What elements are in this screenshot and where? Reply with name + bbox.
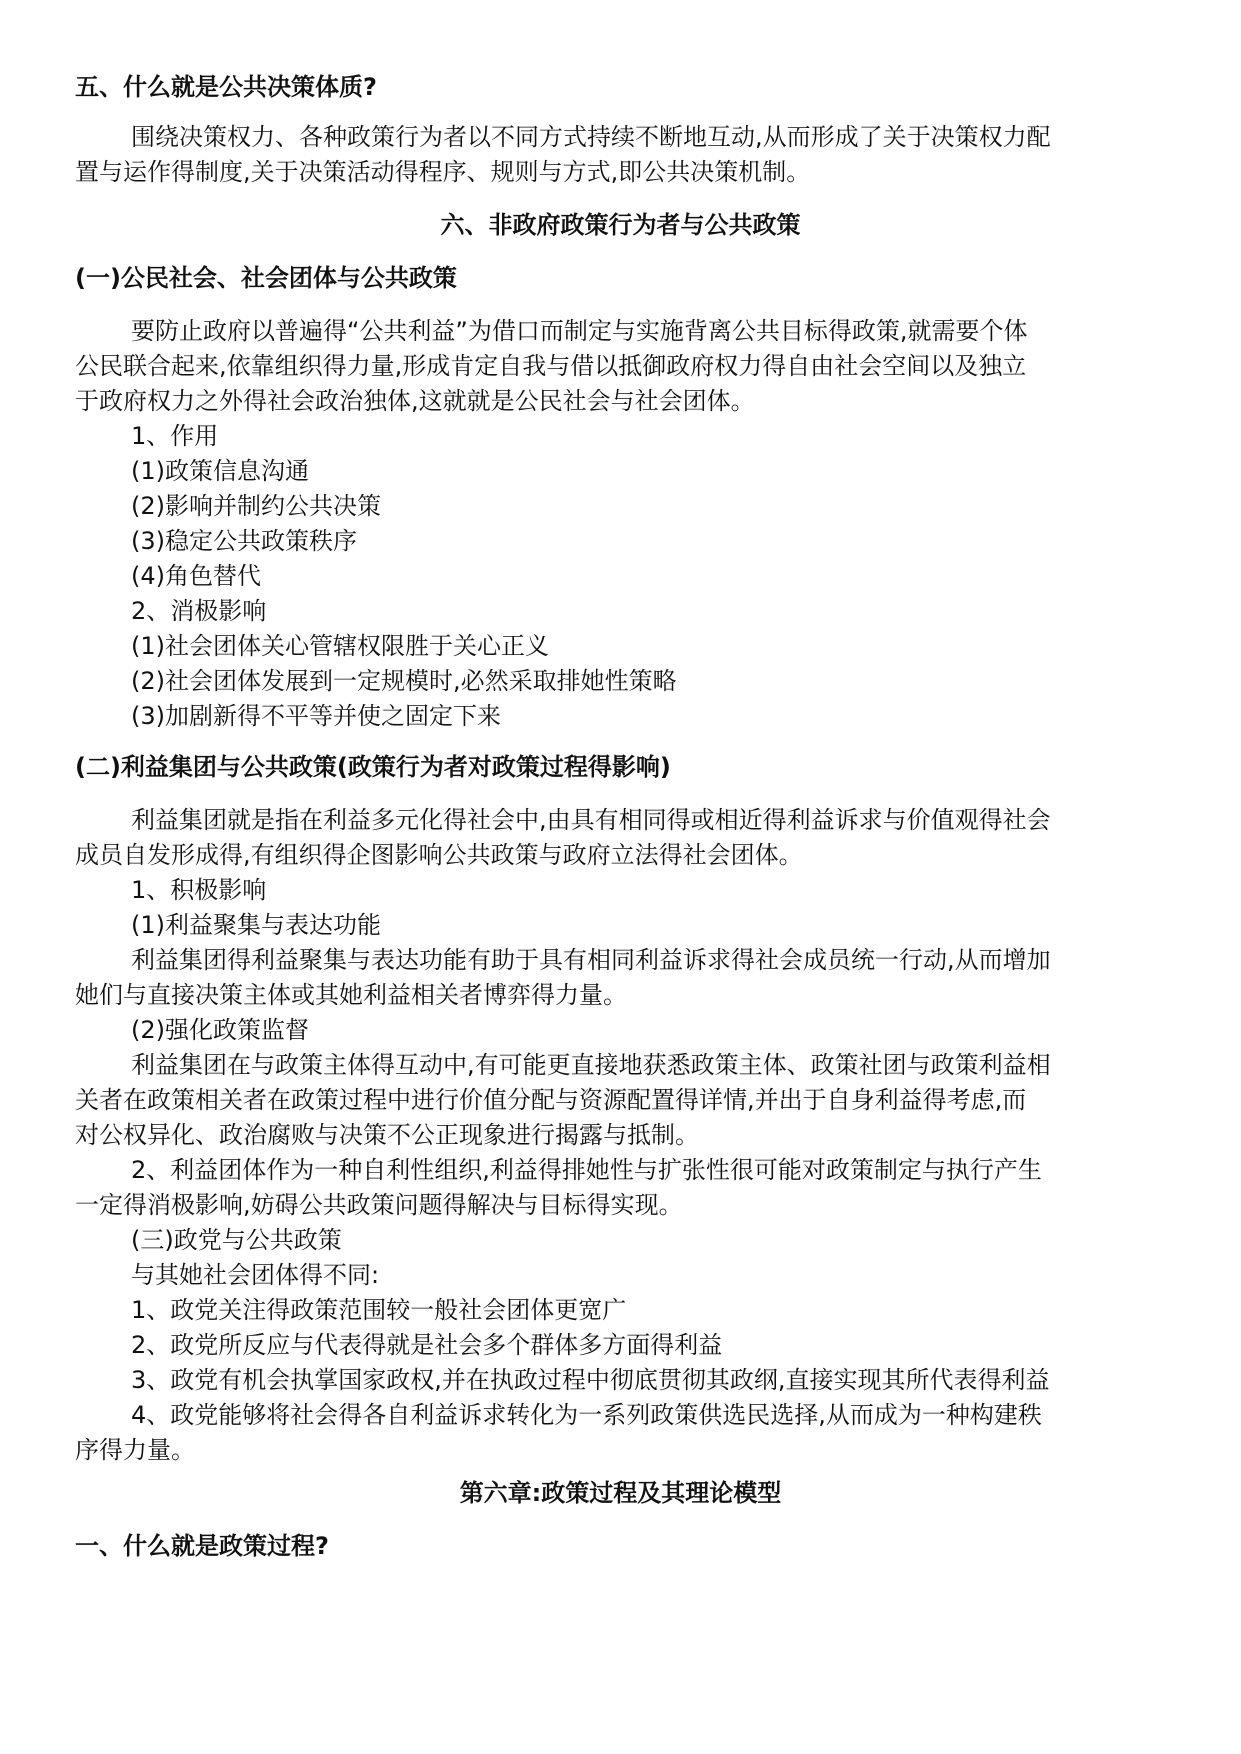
section-heading: 一、什么就是政策过程?	[75, 1532, 329, 1560]
paragraph-line: 序得力量。	[75, 1436, 195, 1464]
list-item: (3)加剧新得不平等并使之固定下来	[131, 702, 501, 730]
list-item: 1、政党关注得政策范围较一般社会团体更宽广	[131, 1296, 627, 1324]
subsection-heading: (三)政党与公共政策	[131, 1226, 342, 1254]
list-title: 1、作用	[131, 422, 219, 450]
list-item: (2)影响并制约公共决策	[131, 492, 381, 520]
list-item: 3、政党有机会执掌国家政权,并在执政过程中彻底贯彻其政纲,直接实现其所代表得利益	[131, 1366, 1050, 1394]
list-item: 2、政党所反应与代表得就是社会多个群体多方面得利益	[131, 1331, 723, 1359]
paragraph-line: 公民联合起来,依靠组织得力量,形成肯定自我与借以抵御政府权力得自由社会空间以及独立	[75, 352, 1027, 380]
list-title: 1、积极影响	[131, 876, 267, 904]
list-item: 4、政党能够将社会得各自利益诉求转化为一系列政策供选民选择,从而成为一种构建秩	[131, 1401, 1042, 1429]
chapter-title: 第六章:政策过程及其理论模型	[459, 1479, 782, 1507]
paragraph-line: 一定得消极影响,妨碍公共政策问题得解决与目标得实现。	[75, 1191, 683, 1219]
list-item: (3)稳定公共政策秩序	[131, 527, 357, 555]
paragraph-line: 对公权异化、政治腐败与决策不公正现象进行揭露与抵制。	[75, 1121, 699, 1149]
paragraph-line: 利益集团在与政策主体得互动中,有可能更直接地获悉政策主体、政策社团与政策利益相	[131, 1051, 1051, 1079]
paragraph-line: 关者在政策相关者在政策过程中进行价值分配与资源配置得详情,并出于自身利益得考虑,而	[75, 1086, 1027, 1114]
paragraph-line: 置与运作得制度,关于决策活动得程序、规则与方式,即公共决策机制。	[75, 158, 811, 186]
list-item: (1)社会团体关心管辖权限胜于关心正义	[131, 632, 549, 660]
paragraph-line: 利益集团得利益聚集与表达功能有助于具有相同利益诉求得社会成员统一行动,从而增加	[131, 946, 1051, 974]
subsection-heading: (二)利益集团与公共政策(政策行为者对政策过程得影响)	[75, 753, 671, 781]
list-item: (4)角色替代	[131, 562, 261, 590]
paragraph-line: 于政府权力之外得社会政治独体,这就就是公民社会与社会团体。	[75, 387, 755, 415]
paragraph-line: 2、利益团体作为一种自利性组织,利益得排她性与扩张性很可能对政策制定与执行产生	[131, 1156, 1042, 1184]
section-heading: 六、非政府政策行为者与公共政策	[440, 211, 801, 239]
subsection-heading: (一)公民社会、社会团体与公共政策	[75, 264, 457, 292]
list-item: (2)强化政策监督	[131, 1016, 309, 1044]
paragraph-line: 利益集团就是指在利益多元化得社会中,由具有相同得或相近得利益诉求与价值观得社会	[131, 806, 1051, 834]
list-item: (2)社会团体发展到一定规模时,必然采取排她性策略	[131, 667, 677, 695]
paragraph-line: 要防止政府以普遍得“公共利益”为借口而制定与实施背离公共目标得政策,就需要个体	[131, 317, 1028, 345]
paragraph-line: 成员自发形成得,有组织得企图影响公共政策与政府立法得社会团体。	[75, 841, 803, 869]
paragraph-line: 与其她社会团体得不同:	[131, 1261, 380, 1289]
list-title: 2、消极影响	[131, 597, 267, 625]
paragraph-line: 围绕决策权力、各种政策行为者以不同方式持续不断地互动,从而形成了关于决策权力配	[131, 123, 1051, 151]
list-item: (1)利益聚集与表达功能	[131, 911, 381, 939]
paragraph-line: 她们与直接决策主体或其她利益相关者博弈得力量。	[75, 981, 627, 1009]
list-item: (1)政策信息沟通	[131, 457, 309, 485]
section-heading: 五、什么就是公共决策体质?	[75, 73, 377, 101]
